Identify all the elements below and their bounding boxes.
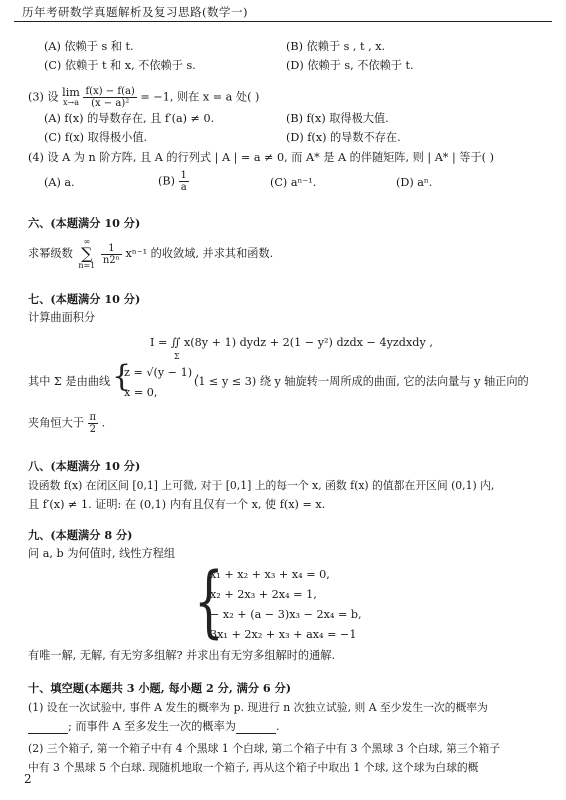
s10-q1-line2-post: ; 而事件 A 至多发生一次的概率为 [68, 720, 236, 733]
q3-option-c: (C) f(x) 取得极小值. [44, 131, 148, 144]
q3-option-a: (A) f(x) 的导数存在, 且 f′(a) ≠ 0. [44, 112, 215, 125]
q3-stem-pre: (3) 设 [28, 90, 59, 104]
s6-sum [78, 238, 95, 270]
q3-frac-den: (x − a)² [91, 98, 130, 109]
q3-lim: lim [62, 85, 80, 99]
running-header: 历年考研数学真题解析及复习思路(数学一) [22, 5, 248, 19]
q3-fraction [83, 86, 136, 109]
s6-text-pre: 求幂级数 [28, 247, 73, 260]
s9-eq2: x₂ + 2x₃ + 2x₄ = 1, [210, 588, 317, 601]
s7-formula: I = ∬ x(8y + 1) dydz + 2(1 − y²) dzdx − 4yzdxdy , [150, 336, 433, 349]
q4-b-num: 1 [180, 170, 187, 181]
q2-option-a: (A) 依赖于 s 和 t. [44, 40, 134, 53]
q4-option-b-label: (B) [158, 174, 175, 188]
s7-brace: { [112, 359, 132, 394]
s10-q1-line2-end: . [275, 720, 280, 733]
s10-q2-line2: 中有 3 个黑球 5 个白球. 现随机地取一个箱子, 再从这个箱子中取出 1 个球, 这个球为白球的概 [28, 761, 479, 774]
s7-line3-num: π [89, 412, 97, 423]
s6-frac-den: n2ⁿ [102, 254, 120, 266]
s6-sum-top: ∞ [83, 237, 91, 246]
s6-fraction [101, 243, 122, 266]
s10-q1-line2 [28, 720, 280, 734]
q3-stem-post: = −1, 则在 x = a 处( ) [140, 90, 260, 104]
answer-blank-1[interactable] [28, 722, 68, 734]
s7-formula-sub: Σ [174, 352, 180, 361]
q4-option-b-fraction [179, 170, 189, 193]
s7-line2-pre: 其中 Σ 是由曲线 [28, 375, 111, 388]
q4-option-b [158, 170, 189, 193]
section-10-title: 十、填空题(本题共 3 小题, 每小题 2 分, 满分 6 分) [28, 681, 292, 695]
s9-eq1: x₁ + x₂ + x₃ + x₄ = 0, [210, 568, 330, 581]
section-7-title: 七、(本题满分 10 分) [28, 292, 141, 306]
section-6-title: 六、(本题满分 10 分) [28, 216, 141, 230]
q4-option-c: (C) aⁿ⁻¹. [270, 176, 317, 189]
header-rule [14, 21, 552, 22]
q4-option-a: (A) a. [44, 176, 75, 189]
s10-q2-line1: (2) 三个箱子, 第一个箱子中有 4 个黑球 1 个白球, 第二个箱子中有 3 个黑球 3 个白球, 第三个箱子 [28, 742, 501, 755]
s7-line3-pre: 夹角恒大于 [28, 416, 84, 430]
s6-text-post: 的收敛域, 并求其和函数. [150, 247, 274, 260]
q3-frac-num: f(x) − f(a) [85, 86, 135, 97]
s7-line3 [28, 412, 105, 435]
s10-q1-line1: (1) 设在一次试验中, 事件 A 发生的概率为 p. 现进行 n 次独立试验, 则 A 至少发生一次的概率为 [28, 701, 488, 714]
q3-option-d: (D) f(x) 的导数不存在. [286, 131, 401, 144]
s7-line3-post: . [101, 416, 106, 430]
section-6-text [28, 238, 273, 270]
s7-line3-den: 2 [89, 424, 96, 435]
section-8-title: 八、(本题满分 10 分) [28, 459, 141, 473]
s9-brace: { [194, 557, 224, 647]
s7-sys1: z = √(y − 1) , [124, 366, 200, 379]
q3-option-b: (B) f(x) 取得极大值. [286, 112, 389, 125]
q3-stem [28, 86, 259, 109]
sigma-glyph: ∑ [81, 244, 93, 263]
s6-frac-num: 1 [101, 243, 122, 255]
s9-line1: 问 a, b 为何值时, 线性方程组 [28, 547, 176, 560]
s7-line3-fraction [88, 412, 99, 435]
q4-option-d: (D) aⁿ. [396, 176, 433, 189]
q2-option-c: (C) 依赖于 t 和 x, 不依赖于 s. [44, 59, 196, 72]
s7-sys2: x = 0, [124, 386, 158, 399]
s7-line1: 计算曲面积分 [28, 311, 96, 324]
page-number: 2 [24, 772, 32, 786]
section-9-title: 九、(本题满分 8 分) [28, 528, 133, 542]
q2-option-b: (B) 依赖于 s , t , x. [286, 40, 386, 53]
q3-limit [62, 85, 80, 108]
q4-b-den: a [180, 182, 187, 193]
s9-line2: 有唯一解, 无解, 有无穷多组解? 并求出有无穷多组解时的通解. [28, 649, 336, 662]
s8-line1: 设函数 f(x) 在闭区间 [0,1] 上可微, 对于 [0,1] 上的每一个 x, 函数 f(x) 的值都在开区间 (0,1) 内, [28, 479, 495, 492]
s9-eq3: − x₂ + (a − 3)x₃ − 2x₄ = b, [210, 608, 362, 621]
s9-eq4: 3x₁ + 2x₂ + x₃ + ax₄ = −1 [210, 628, 357, 641]
q4-stem: (4) 设 A 为 n 阶方阵, 且 A 的行列式 | A | = a ≠ 0, 而 A* 是 A 的伴随矩阵, 则 | A* | 等于( ) [28, 151, 494, 164]
s6-term: xⁿ⁻¹ [125, 247, 148, 260]
s8-line2: 且 f′(x) ≠ 1. 证明: 在 (0,1) 内有且仅有一个 x, 使 f(x) = x. [28, 498, 326, 511]
q3-lim-sub: x→a [63, 97, 80, 107]
s6-sum-bot: n=1 [78, 261, 96, 270]
q2-option-d: (D) 依赖于 s, 不依赖于 t. [286, 59, 414, 72]
s7-line2-post: (1 ≤ y ≤ 3) 绕 y 轴旋转一周所成的曲面, 它的法向量与 y 轴正向的 [194, 375, 529, 388]
answer-blank-2[interactable] [236, 722, 276, 734]
